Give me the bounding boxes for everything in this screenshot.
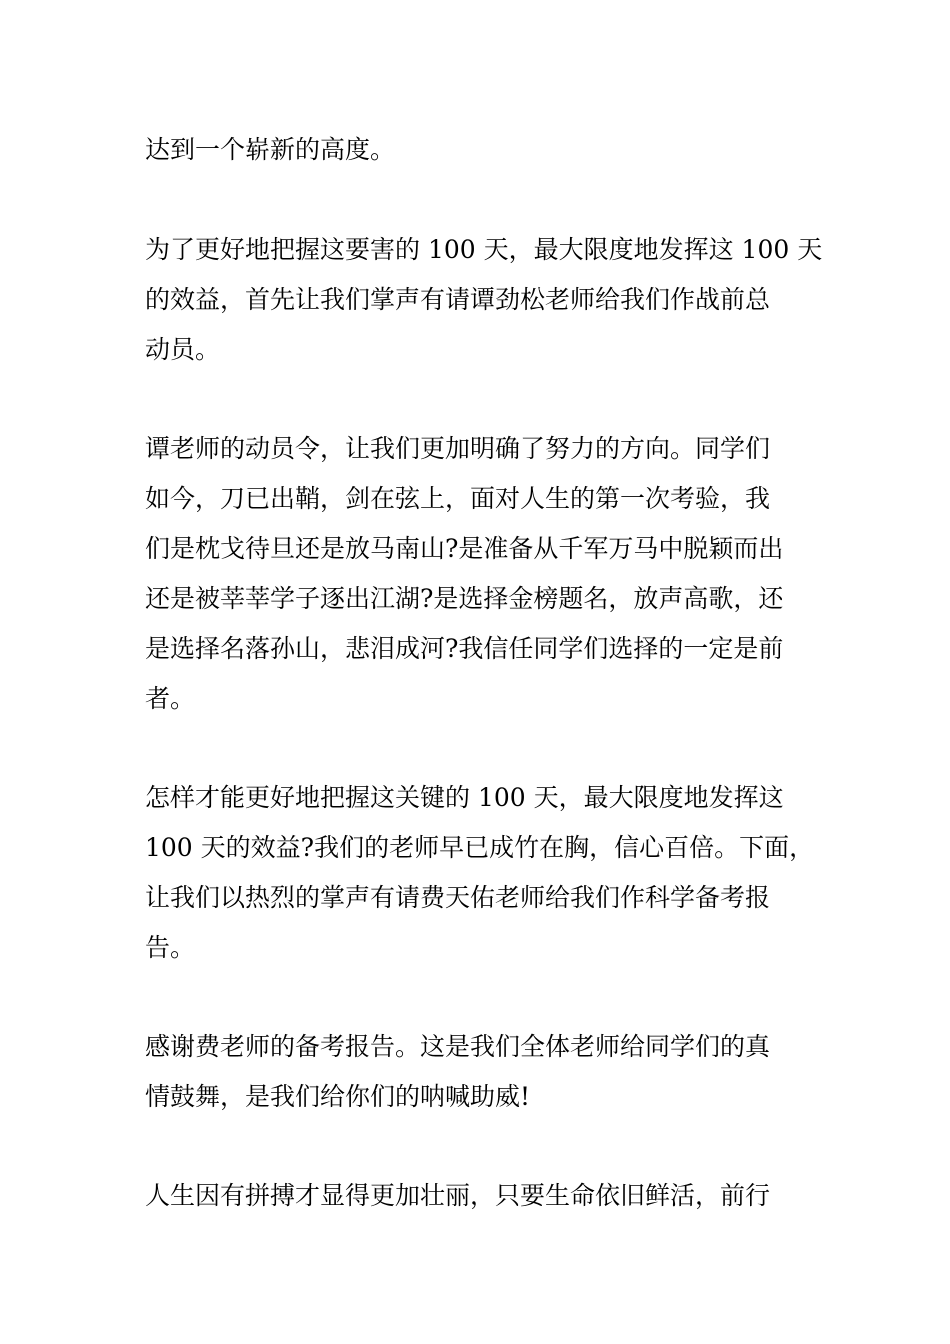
paragraph-line: 者。 (145, 684, 196, 713)
paragraph-line: 感谢费老师的备考报告。这是我们全体老师给同学们的真 (145, 1032, 771, 1061)
paragraph-line: 让我们以热烈的掌声有请费天佑老师给我们作科学备考报 (145, 883, 771, 912)
paragraph-line: 的效益，首先让我们掌声有请谭劲松老师给我们作战前总 (145, 285, 771, 314)
paragraph-line: 告。 (145, 933, 196, 962)
paragraph-line: 情鼓舞，是我们给你们的呐喊助威! (145, 1082, 531, 1111)
paragraph-line: 们是枕戈待旦还是放马南山?是准备从千军万马中脱颖而出 (145, 534, 784, 563)
paragraph-line: 怎样才能更好地把握这关键的 100 天，最大限度地发挥这 (145, 783, 784, 812)
paragraph-line: 100 天的效益?我们的老师早已成竹在胸，信心百倍。下面， (145, 833, 815, 862)
paragraph-line: 谭老师的动员令，让我们更加明确了努力的方向。同学们 (145, 434, 771, 463)
paragraph-line: 是选择名落孙山，悲泪成河?我信任同学们选择的一定是前 (145, 634, 784, 663)
paragraph-line: 达到一个崭新的高度。 (145, 135, 396, 164)
paragraph-line: 动员。 (145, 335, 221, 364)
paragraph-line: 人生因有拼搏才显得更加壮丽，只要生命依旧鲜活，前行 (145, 1181, 771, 1210)
paragraph-line: 还是被莘莘学子逐出江湖?是选择金榜题名，放声高歌，还 (145, 584, 784, 613)
paragraph-line: 为了更好地把握这要害的 100 天，最大限度地发挥这 100 天 (145, 235, 823, 264)
paragraph-line: 如今，刀已出鞘，剑在弦上，面对人生的第一次考验，我 (145, 484, 771, 513)
